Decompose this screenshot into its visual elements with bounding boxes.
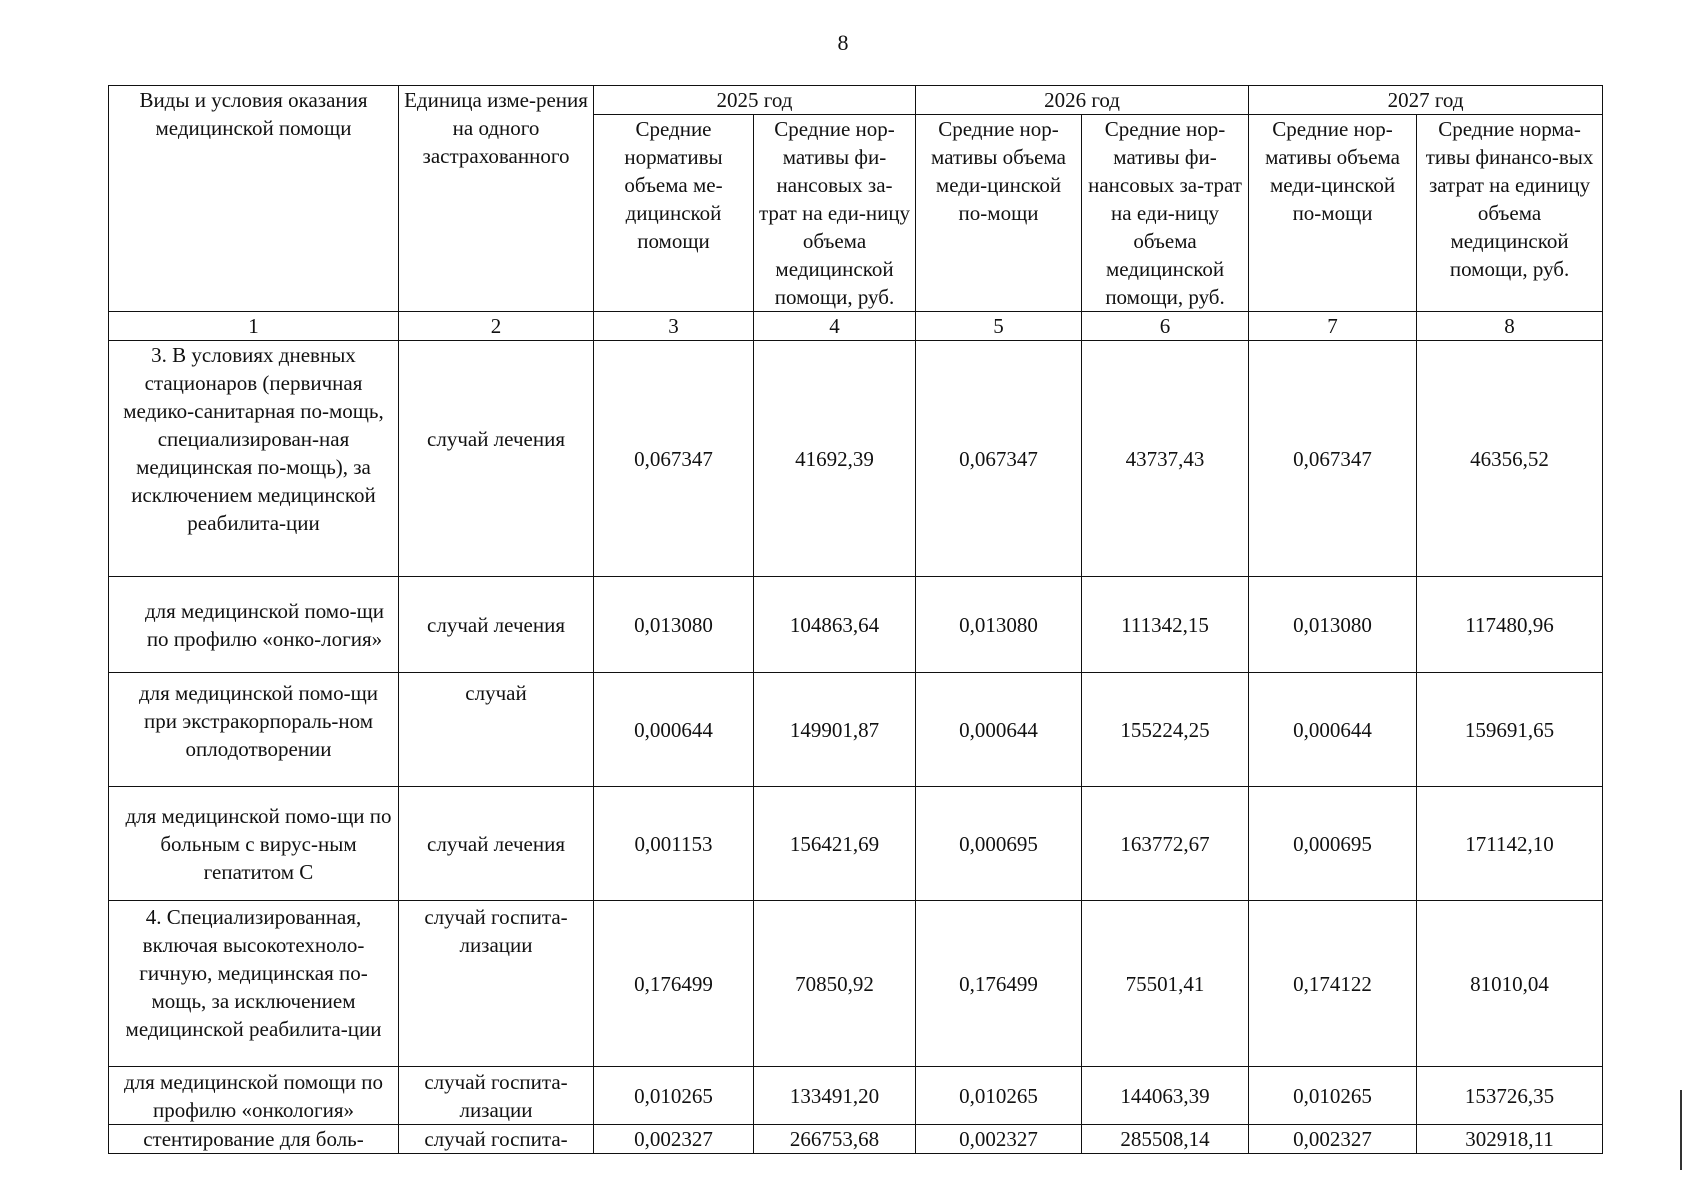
cell-value: 133491,20 (754, 1067, 916, 1125)
cell-value: 0,000644 (1249, 673, 1417, 787)
table-row (109, 1125, 1603, 1154)
cell-value: 285508,14 (1082, 1125, 1249, 1154)
cell-value: 0,174122 (1249, 901, 1417, 1067)
cell-value: 0,176499 (916, 901, 1082, 1067)
column-number: 3 (594, 312, 754, 341)
row-unit: случай госпита- (399, 1125, 594, 1154)
sub-header-3: Средние нормативы объема ме-дицинской помощи (594, 115, 754, 312)
sub-header-4: Средние нор-мативы фи-нансовых за-трат на еди-ницу объема медицинской помощи, руб. (754, 115, 916, 312)
year-2026: 2026 год (916, 86, 1249, 115)
cell-value: 117480,96 (1417, 577, 1603, 673)
cell-value: 149901,87 (754, 673, 916, 787)
row-name: для медицинской помо-щи при экстракорпораль-ном оплодотворении (109, 673, 399, 787)
cell-value: 41692,39 (754, 341, 916, 577)
table-row (109, 787, 1603, 901)
column-number: 6 (1082, 312, 1249, 341)
cell-value: 0,002327 (916, 1125, 1082, 1154)
cell-value: 163772,67 (1082, 787, 1249, 901)
cell-value: 0,013080 (594, 577, 754, 673)
header-kinds: Виды и условия оказания медицинской помощи (109, 86, 399, 312)
cell-value: 70850,92 (754, 901, 916, 1067)
column-number: 5 (916, 312, 1082, 341)
cell-value: 0,010265 (1249, 1067, 1417, 1125)
scan-edge-mark (1680, 1090, 1682, 1170)
table-row (109, 1067, 1603, 1125)
cell-value: 0,067347 (1249, 341, 1417, 577)
norms-table (108, 85, 1603, 1154)
cell-value: 0,000644 (916, 673, 1082, 787)
cell-value: 153726,35 (1417, 1067, 1603, 1125)
cell-value: 0,001153 (594, 787, 754, 901)
cell-value: 0,067347 (916, 341, 1082, 577)
cell-value: 0,010265 (916, 1067, 1082, 1125)
row-name: 3. В условиях дневных стационаров (первичная медико-санитарная по-мощь, специализирован-ная медицинская по-мощь), за исключением медицинской реабилита-ции (109, 341, 399, 577)
cell-value: 0,002327 (594, 1125, 754, 1154)
row-name: 4. Специализированная, включая высокотехноло-гичную, медицинская по-мощь, за исключением медицинской реабилита-ции (109, 901, 399, 1067)
row-name: для медицинской помощи по профилю «онкология» (109, 1067, 399, 1125)
row-unit: случай госпита-лизации (399, 1067, 594, 1125)
table-row (109, 341, 1603, 577)
header-unit: Единица изме-рения на одного застрахованного (399, 86, 594, 312)
column-number: 4 (754, 312, 916, 341)
column-number: 8 (1417, 312, 1603, 341)
table-row (109, 673, 1603, 787)
cell-value: 0,002327 (1249, 1125, 1417, 1154)
row-unit: случай лечения (399, 577, 594, 673)
cell-value: 75501,41 (1082, 901, 1249, 1067)
cell-value: 46356,52 (1417, 341, 1603, 577)
cell-value: 0,067347 (594, 341, 754, 577)
cell-value: 43737,43 (1082, 341, 1249, 577)
column-number: 7 (1249, 312, 1417, 341)
row-name: стентирование для боль- (109, 1125, 399, 1154)
row-unit: случай (399, 673, 594, 787)
cell-value: 0,010265 (594, 1067, 754, 1125)
table-row (109, 901, 1603, 1067)
cell-value: 0,176499 (594, 901, 754, 1067)
cell-value: 0,000695 (916, 787, 1082, 901)
year-2025: 2025 год (594, 86, 916, 115)
cell-value: 156421,69 (754, 787, 916, 901)
column-number: 1 (109, 312, 399, 341)
sub-header-8: Средние норма-тивы финансо-вых затрат на единицу объема медицинской помощи, руб. (1417, 115, 1603, 312)
row-unit: случай лечения (399, 341, 594, 577)
cell-value: 171142,10 (1417, 787, 1603, 901)
cell-value: 104863,64 (754, 577, 916, 673)
row-name: для медицинской помо-щи по больным с вирус-ным гепатитом С (109, 787, 399, 901)
column-number: 2 (399, 312, 594, 341)
table-row (109, 577, 1603, 673)
cell-value: 111342,15 (1082, 577, 1249, 673)
year-header-row (109, 86, 1603, 115)
cell-value: 266753,68 (754, 1125, 916, 1154)
cell-value: 302918,11 (1417, 1125, 1603, 1154)
row-name: для медицинской помо-щи по профилю «онко-логия» (109, 577, 399, 673)
sub-header-6: Средние нор-мативы фи-нансовых за-трат на еди-ницу объема медицинской помощи, руб. (1082, 115, 1249, 312)
cell-value: 155224,25 (1082, 673, 1249, 787)
year-2027: 2027 год (1249, 86, 1603, 115)
sub-header-5: Средние нор-мативы объема меди-цинской по-мощи (916, 115, 1082, 312)
page-number: 8 (837, 30, 849, 55)
cell-value: 0,013080 (916, 577, 1082, 673)
row-unit: случай лечения (399, 787, 594, 901)
cell-value: 0,000644 (594, 673, 754, 787)
sub-header-7: Средние нор-мативы объема меди-цинской по-мощи (1249, 115, 1417, 312)
cell-value: 0,013080 (1249, 577, 1417, 673)
cell-value: 0,000695 (1249, 787, 1417, 901)
cell-value: 144063,39 (1082, 1067, 1249, 1125)
cell-value: 81010,04 (1417, 901, 1603, 1067)
cell-value: 159691,65 (1417, 673, 1603, 787)
row-unit: случай госпита-лизации (399, 901, 594, 1067)
column-number-row (109, 312, 1603, 341)
